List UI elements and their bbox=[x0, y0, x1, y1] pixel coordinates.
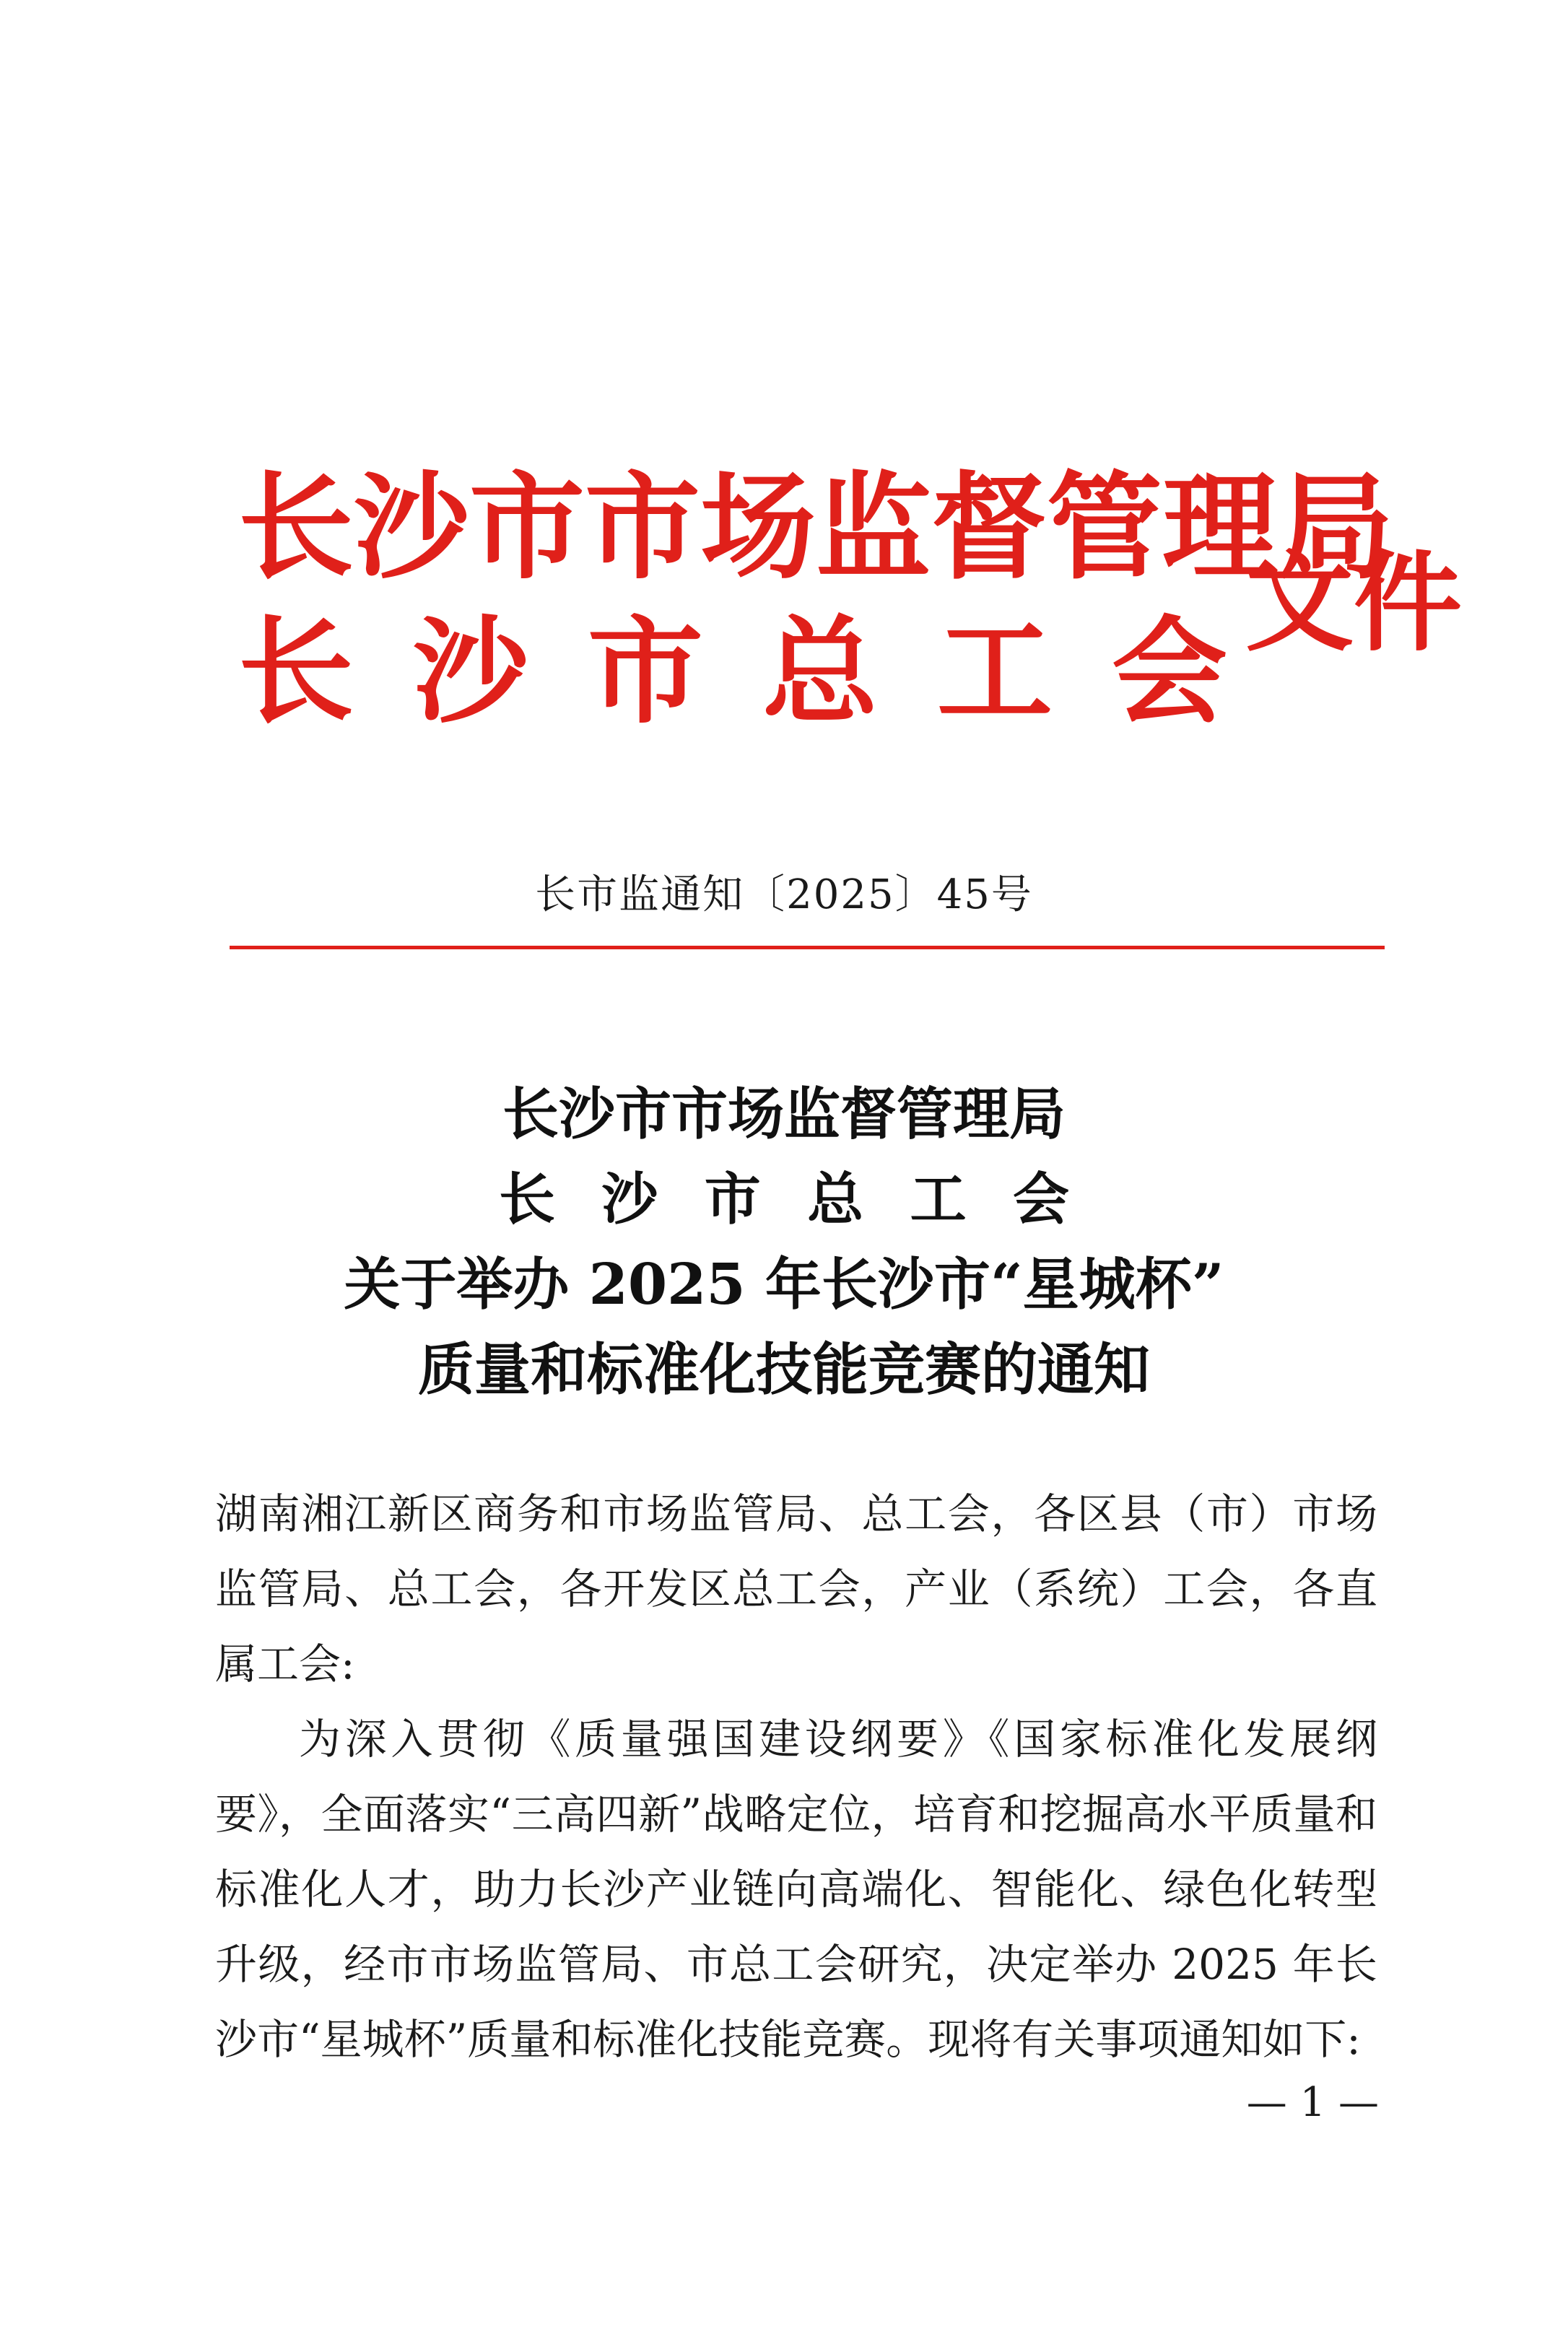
document-title bbox=[0, 1072, 1568, 1413]
title-line-1: 长沙市市场监督管理局 bbox=[502, 1081, 1066, 1147]
title-char: 工 bbox=[910, 1167, 967, 1232]
issuer-char: 会 bbox=[1111, 604, 1227, 739]
title-char: 长 bbox=[499, 1167, 556, 1232]
title-line-3: 关于举办 2025 年长沙市“星城杯” bbox=[344, 1252, 1224, 1317]
issuer-char: 工 bbox=[936, 604, 1053, 739]
page-number: — 1 — bbox=[1246, 2079, 1379, 2126]
title-line-4: 质量和标准化技能竞赛的通知 bbox=[417, 1337, 1150, 1403]
issuer-federation-of-trade-unions bbox=[238, 604, 1227, 739]
title-char: 市 bbox=[704, 1167, 761, 1232]
body-paragraph: 为深入贯彻《质量强国建设纲要》《国家标准化发展纲要》，全面落实“三高四新”战略定位，培育和挖掘高水平质量和标准化人才，助力长沙产业链向高端化、智能化、绿色化转型升级，经市市场监管局、市总工会研究，决定举办 2025 年长沙市“星城杯”质量和标准化技能竞赛。现将有关事项通知如下: bbox=[215, 1715, 1377, 2064]
recipients: 湖南湘江新区商务和市场监管局、总工会，各区县（市）市场监管局、总工会，各开发区总工会，产业（系统）工会，各直属工会: bbox=[215, 1489, 1377, 1689]
title-char: 总 bbox=[807, 1167, 864, 1232]
document-number: 长市监通知〔2025〕45号 bbox=[535, 871, 1033, 918]
body-text bbox=[215, 1476, 1377, 2077]
issuer-char: 市 bbox=[587, 604, 703, 739]
red-separator-line bbox=[230, 946, 1385, 949]
title-char: 会 bbox=[1012, 1167, 1069, 1232]
red-header bbox=[238, 448, 1465, 751]
issuer-market-supervision: 长沙市市场监督管理局 bbox=[238, 459, 1394, 595]
issuer-char: 总 bbox=[762, 604, 878, 739]
issuer-char: 沙 bbox=[412, 604, 528, 739]
file-word: 文件 bbox=[1245, 539, 1463, 666]
issuer-char: 长 bbox=[238, 604, 354, 739]
title-char: 沙 bbox=[601, 1167, 658, 1232]
title-line-2 bbox=[0, 1157, 1568, 1242]
